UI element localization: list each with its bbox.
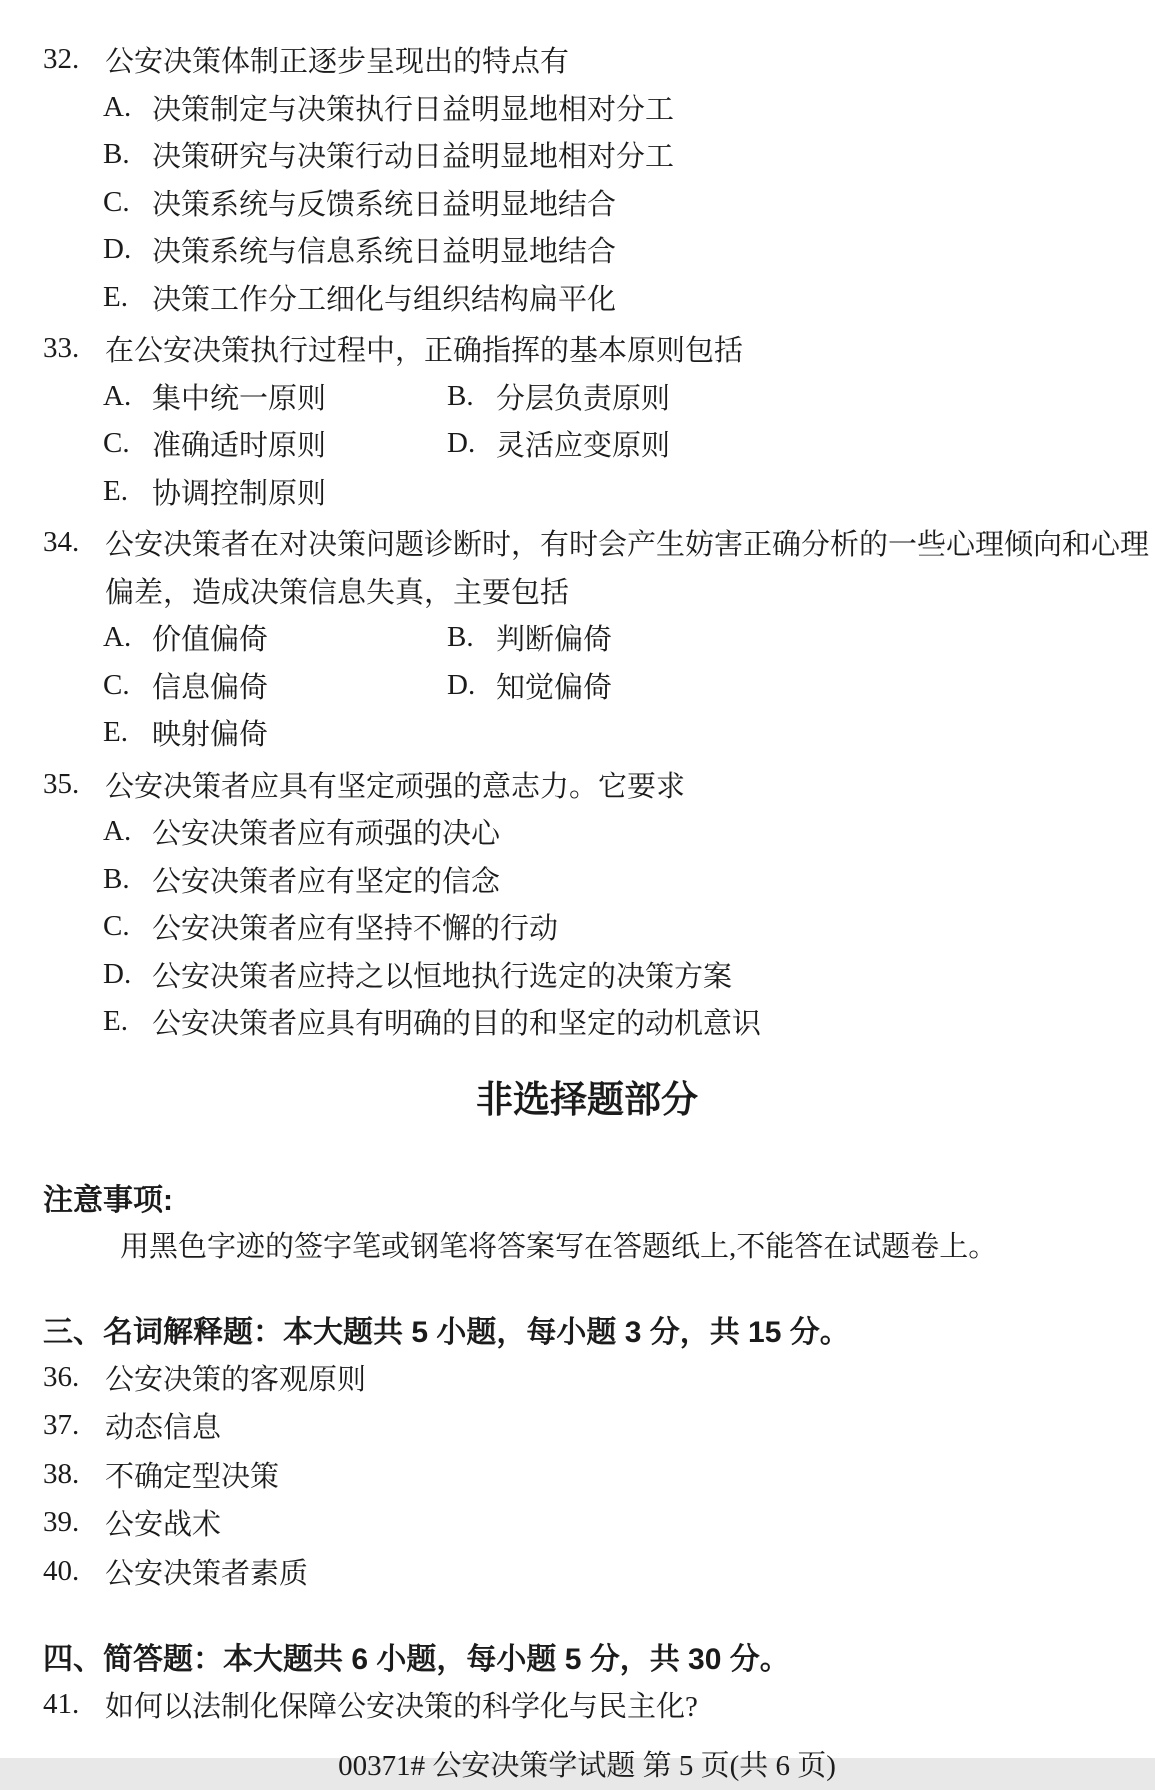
option-text: 知觉偏倚 xyxy=(496,665,612,706)
option-label: D. xyxy=(103,958,152,991)
option-label: C. xyxy=(103,186,152,219)
question-32-number: 32. xyxy=(43,43,105,76)
question-38 xyxy=(43,1450,1131,1499)
option-text: 公安决策者应持之以恒地执行选定的决策方案 xyxy=(152,954,732,995)
question-32-text: 公安决策体制正逐步呈现出的特点有 xyxy=(105,39,569,80)
option-label: E. xyxy=(103,1005,152,1038)
option-label: B. xyxy=(103,863,152,896)
question-35-stem xyxy=(43,761,1131,809)
option-text: 准确适时原则 xyxy=(152,423,326,464)
question-34-option-e xyxy=(43,709,1131,757)
section-three-header: 三、名词解释题：本大题共 5 小题，每小题 3 分，共 15 分。 xyxy=(43,1305,1131,1354)
question-33-text: 在公安决策执行过程中，正确指挥的基本原则包括 xyxy=(105,328,743,369)
question-40-number: 40. xyxy=(43,1555,105,1588)
question-40-text: 公安决策者素质 xyxy=(105,1551,308,1592)
question-34-text-line-2: 偏差，造成决策信息失真，主要包括 xyxy=(105,570,569,611)
question-34-stem-line-2 xyxy=(43,567,1131,615)
option-label: E. xyxy=(103,281,152,314)
question-41-text: 如何以法制化保障公安决策的科学化与民主化? xyxy=(105,1684,698,1725)
question-34-number: 34. xyxy=(43,526,105,559)
question-36-number: 36. xyxy=(43,1361,105,1394)
option-text: 公安决策者应有顽强的决心 xyxy=(152,811,500,852)
section-heading: 非选择题部分 xyxy=(43,1074,1131,1126)
question-33-options-row-2 xyxy=(43,420,1131,468)
question-32-option-c xyxy=(43,179,1131,227)
question-41-number: 41. xyxy=(43,1688,105,1721)
question-37 xyxy=(43,1402,1131,1451)
question-37-text: 动态信息 xyxy=(105,1405,221,1446)
question-34-option-a xyxy=(103,617,447,658)
option-text: 公安决策者应有坚持不懈的行动 xyxy=(152,906,558,947)
option-text: 协调控制原则 xyxy=(152,471,326,512)
question-39-number: 39. xyxy=(43,1506,105,1539)
option-text: 公安决策者应有坚定的信念 xyxy=(152,859,500,900)
question-35-option-d xyxy=(43,951,1131,999)
option-text: 决策研究与决策行动日益明显地相对分工 xyxy=(152,134,674,175)
option-label: E. xyxy=(103,475,152,508)
option-text: 决策制定与决策执行日益明显地相对分工 xyxy=(152,87,674,128)
question-37-number: 37. xyxy=(43,1409,105,1442)
page-footer: 00371# 公安决策学试题 第 5 页(共 6 页) xyxy=(43,1743,1131,1790)
question-36-text: 公安决策的客观原则 xyxy=(105,1357,366,1398)
question-35-option-b xyxy=(43,856,1131,904)
option-label: B. xyxy=(103,138,152,171)
question-33-stem xyxy=(43,325,1131,373)
option-label: C. xyxy=(103,910,152,943)
question-35-option-c xyxy=(43,903,1131,951)
option-label: A. xyxy=(103,815,152,848)
question-35-option-a xyxy=(43,808,1131,856)
question-33-number: 33. xyxy=(43,332,105,365)
question-32-stem xyxy=(43,36,1131,84)
question-34 xyxy=(43,519,1131,757)
question-32-option-d xyxy=(43,226,1131,274)
question-38-number: 38. xyxy=(43,1458,105,1491)
question-34-option-d xyxy=(447,665,612,706)
option-label: D. xyxy=(447,669,496,702)
option-label: A. xyxy=(103,621,152,654)
option-label: D. xyxy=(103,233,152,266)
question-33 xyxy=(43,325,1131,515)
option-label: B. xyxy=(447,380,496,413)
question-35 xyxy=(43,761,1131,1046)
question-40 xyxy=(43,1547,1131,1596)
option-text: 判断偏倚 xyxy=(496,617,612,658)
question-38-text: 不确定型决策 xyxy=(105,1454,279,1495)
question-35-option-e xyxy=(43,998,1131,1046)
notes-body: 用黑色字迹的签字笔或钢笔将答案写在答题纸上,不能答在试题卷上。 xyxy=(43,1221,1131,1269)
question-34-option-c xyxy=(103,665,447,706)
option-text: 灵活应变原则 xyxy=(496,423,670,464)
section-four-header: 四、简答题：本大题共 6 小题，每小题 5 分，共 30 分。 xyxy=(43,1632,1131,1681)
question-39-text: 公安战术 xyxy=(105,1502,221,1543)
option-text: 映射偏倚 xyxy=(152,712,268,753)
option-text: 决策系统与信息系统日益明显地结合 xyxy=(152,229,616,270)
question-32-option-e xyxy=(43,274,1131,322)
question-34-stem-line-1 xyxy=(43,519,1131,567)
option-label: B. xyxy=(447,621,496,654)
question-36 xyxy=(43,1353,1131,1402)
option-text: 价值偏倚 xyxy=(152,617,268,658)
question-35-text: 公安决策者应具有坚定顽强的意志力。它要求 xyxy=(105,764,685,805)
question-39 xyxy=(43,1499,1131,1548)
question-33-options-row-1 xyxy=(43,373,1131,421)
notes-title: 注意事项: xyxy=(43,1174,1131,1222)
option-label: D. xyxy=(447,427,496,460)
question-32-option-a xyxy=(43,84,1131,132)
question-33-option-a xyxy=(103,376,447,417)
option-text: 信息偏倚 xyxy=(152,665,268,706)
question-34-option-b xyxy=(447,617,612,658)
option-label: E. xyxy=(103,716,152,749)
option-text: 决策系统与反馈系统日益明显地结合 xyxy=(152,182,616,223)
question-32-option-b xyxy=(43,131,1131,179)
question-33-option-d xyxy=(447,423,670,464)
question-34-options-row-1 xyxy=(43,614,1131,662)
option-label: A. xyxy=(103,380,152,413)
option-text: 分层负责原则 xyxy=(496,376,670,417)
question-32 xyxy=(43,36,1131,321)
question-35-number: 35. xyxy=(43,768,105,801)
option-text: 公安决策者应具有明确的目的和坚定的动机意识 xyxy=(152,1001,761,1042)
option-text: 决策工作分工细化与组织结构扁平化 xyxy=(152,277,616,318)
question-34-text-line-1: 公安决策者在对决策问题诊断时，有时会产生妨害正确分析的一些心理倾向和心理 xyxy=(105,522,1149,563)
option-label: C. xyxy=(103,427,152,460)
question-41 xyxy=(43,1680,1131,1729)
option-text: 集中统一原则 xyxy=(152,376,326,417)
question-33-option-c xyxy=(103,423,447,464)
question-33-option-b xyxy=(447,376,670,417)
option-label: C. xyxy=(103,669,152,702)
question-33-option-e xyxy=(43,468,1131,516)
option-label: A. xyxy=(103,91,152,124)
question-34-options-row-2 xyxy=(43,662,1131,710)
